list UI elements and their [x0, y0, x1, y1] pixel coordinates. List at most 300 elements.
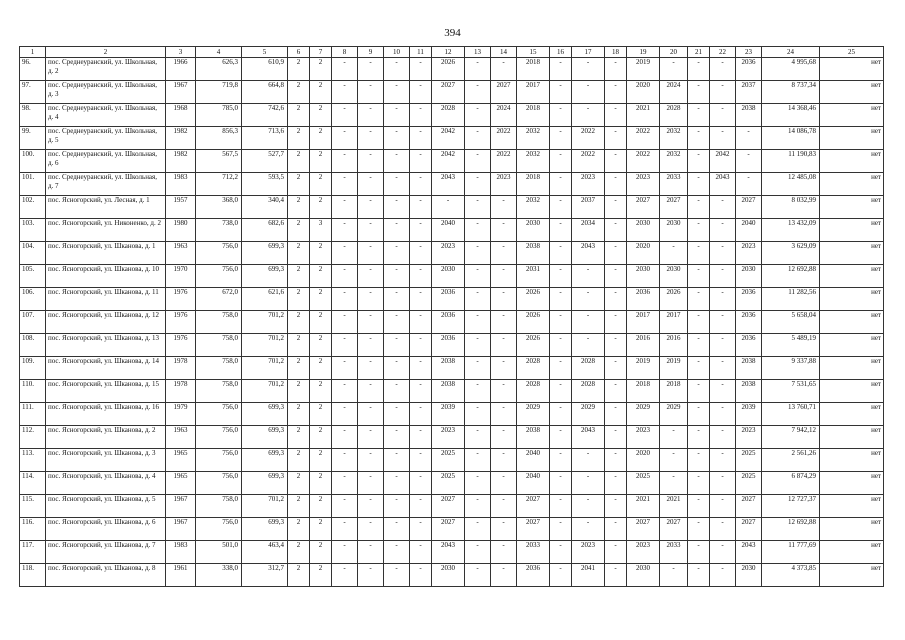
table-cell: - [572, 449, 605, 472]
table-cell: 2029 [517, 403, 550, 426]
table-cell: - [410, 357, 432, 380]
table-cell: - [491, 518, 517, 541]
table-cell: нет [820, 58, 884, 81]
table-cell: - [465, 518, 491, 541]
table-row [20, 403, 884, 426]
table-cell: 2 [288, 219, 310, 242]
table-cell: 2028 [572, 357, 605, 380]
table-cell: - [491, 564, 517, 587]
table-cell: - [710, 380, 736, 403]
table-cell: 2 [310, 58, 332, 81]
column-index-row [20, 47, 884, 58]
table-cell: - [384, 564, 410, 587]
table-cell: 1966 [166, 58, 196, 81]
table-row [20, 518, 884, 541]
table-cell: - [384, 518, 410, 541]
table-cell: - [660, 58, 688, 81]
table-cell: 2017 [660, 311, 688, 334]
table-cell: - [605, 426, 627, 449]
table-cell: - [710, 288, 736, 311]
column-index-cell: 24 [762, 47, 820, 58]
table-cell: 4 373,85 [762, 564, 820, 587]
table-cell: 2 [288, 288, 310, 311]
table-cell: 756,0 [196, 242, 242, 265]
table-cell: - [358, 311, 384, 334]
table-cell: 2036 [736, 311, 762, 334]
table-cell: - [465, 380, 491, 403]
table-cell: - [550, 495, 572, 518]
table-cell: - [465, 357, 491, 380]
row-number-cell: 101. [20, 173, 46, 196]
table-cell: - [660, 564, 688, 587]
table-cell: 2019 [660, 357, 688, 380]
table-cell: - [550, 127, 572, 150]
table-cell: - [688, 150, 710, 173]
table-cell: - [410, 564, 432, 587]
table-cell: 2038 [736, 104, 762, 127]
column-index-cell: 18 [605, 47, 627, 58]
column-index-cell: 12 [432, 47, 465, 58]
column-index-cell: 20 [660, 47, 688, 58]
table-cell: 2023 [432, 426, 465, 449]
table-cell: 2 [310, 311, 332, 334]
table-cell: - [491, 265, 517, 288]
table-cell: 1957 [166, 196, 196, 219]
address-cell: пос. Ясногорский, ул. Шканова, д. 12 [46, 311, 166, 334]
table-cell: нет [820, 81, 884, 104]
address-cell: пос. Ясногорский, ул. Шканова, д. 8 [46, 564, 166, 587]
table-cell: 1980 [166, 219, 196, 242]
table-cell: 13 432,09 [762, 219, 820, 242]
table-cell: - [710, 127, 736, 150]
table-cell: - [550, 311, 572, 334]
table-cell: 712,2 [196, 173, 242, 196]
table-row [20, 127, 884, 150]
table-cell: 11 190,83 [762, 150, 820, 173]
row-number-cell: 110. [20, 380, 46, 403]
table-cell: 1983 [166, 173, 196, 196]
table-cell: - [432, 196, 465, 219]
table-cell: 2025 [627, 472, 660, 495]
table-cell: 2043 [572, 426, 605, 449]
table-cell: 2030 [736, 564, 762, 587]
table-cell: - [384, 311, 410, 334]
table-cell: 2023 [491, 173, 517, 196]
table-cell: - [465, 334, 491, 357]
table-cell: - [688, 564, 710, 587]
table-cell: - [465, 104, 491, 127]
table-cell: нет [820, 150, 884, 173]
table-cell: 312,7 [242, 564, 288, 587]
table-cell: 2017 [627, 311, 660, 334]
table-cell: - [384, 173, 410, 196]
table-cell: нет [820, 265, 884, 288]
table-cell: - [465, 173, 491, 196]
table-cell: 2042 [432, 127, 465, 150]
table-cell: - [550, 564, 572, 587]
table-cell: - [358, 58, 384, 81]
table-cell: 2030 [627, 219, 660, 242]
table-cell: - [332, 380, 358, 403]
table-cell: 756,0 [196, 265, 242, 288]
table-cell: - [491, 472, 517, 495]
table-row [20, 357, 884, 380]
table-cell: - [572, 288, 605, 311]
table-cell: 2036 [627, 288, 660, 311]
table-cell: - [384, 58, 410, 81]
table-cell: - [491, 242, 517, 265]
column-index-cell: 3 [166, 47, 196, 58]
table-cell: 758,0 [196, 495, 242, 518]
row-number-cell: 117. [20, 541, 46, 564]
table-cell: - [410, 472, 432, 495]
table-cell: 2036 [736, 58, 762, 81]
row-number-cell: 99. [20, 127, 46, 150]
table-cell: 2023 [627, 173, 660, 196]
table-cell: 2027 [660, 196, 688, 219]
table-cell: - [605, 81, 627, 104]
table-cell: 2 [310, 242, 332, 265]
address-cell: пос. Среднеуранский, ул. Школьная, д. 6 [46, 150, 166, 173]
table-cell: - [605, 541, 627, 564]
table-row [20, 219, 884, 242]
table-cell: 2032 [660, 127, 688, 150]
table-row [20, 173, 884, 196]
table-cell: - [358, 472, 384, 495]
table-cell: 12 727,37 [762, 495, 820, 518]
table-cell: 1963 [166, 242, 196, 265]
table-cell: 699,3 [242, 472, 288, 495]
table-cell: - [710, 265, 736, 288]
table-cell: - [332, 219, 358, 242]
table-cell: 2036 [517, 564, 550, 587]
table-cell: - [384, 357, 410, 380]
table-row [20, 104, 884, 127]
table-cell: 338,0 [196, 564, 242, 587]
address-cell: пос. Ясногорский, ул. Шканова, д. 11 [46, 288, 166, 311]
table-cell: - [384, 495, 410, 518]
row-number-cell: 116. [20, 518, 46, 541]
table-cell: 2 [310, 265, 332, 288]
table-cell: - [688, 334, 710, 357]
column-index-cell: 5 [242, 47, 288, 58]
table-cell: - [688, 518, 710, 541]
table-cell: 3 [310, 219, 332, 242]
table-cell: 2020 [627, 81, 660, 104]
table-cell: - [465, 150, 491, 173]
table-cell: - [550, 449, 572, 472]
table-cell: 1967 [166, 495, 196, 518]
address-cell: пос. Среднеуранский, ул. Школьная, д. 4 [46, 104, 166, 127]
table-cell: - [688, 242, 710, 265]
column-index-cell: 16 [550, 47, 572, 58]
table-cell: - [358, 173, 384, 196]
table-cell: 2 [310, 81, 332, 104]
table-cell: - [550, 173, 572, 196]
table-row [20, 380, 884, 403]
table-cell: 2022 [491, 127, 517, 150]
row-number-cell: 111. [20, 403, 46, 426]
table-cell: 2016 [627, 334, 660, 357]
table-cell: 2 [288, 81, 310, 104]
table-cell: - [572, 104, 605, 127]
table-cell: 2030 [660, 219, 688, 242]
table-cell: 2030 [736, 265, 762, 288]
table-cell: - [465, 495, 491, 518]
table-cell: 2022 [627, 127, 660, 150]
row-number-cell: 103. [20, 219, 46, 242]
table-cell: - [605, 380, 627, 403]
table-cell: - [465, 311, 491, 334]
table-cell: - [332, 288, 358, 311]
table-cell: - [358, 403, 384, 426]
row-number-cell: 107. [20, 311, 46, 334]
table-cell: 4 995,68 [762, 58, 820, 81]
column-index-cell: 15 [517, 47, 550, 58]
table-cell: 2 [288, 518, 310, 541]
table-row [20, 265, 884, 288]
table-cell: - [688, 104, 710, 127]
table-cell: 2030 [660, 265, 688, 288]
table-cell: 2029 [572, 403, 605, 426]
table-cell: - [384, 426, 410, 449]
table-cell: - [572, 495, 605, 518]
table-cell: 621,6 [242, 288, 288, 311]
table-row [20, 334, 884, 357]
row-number-cell: 98. [20, 104, 46, 127]
table-cell: - [465, 196, 491, 219]
table-cell: 2025 [432, 472, 465, 495]
table-cell: - [688, 81, 710, 104]
row-number-cell: 113. [20, 449, 46, 472]
register-table [19, 46, 884, 587]
table-cell: - [384, 265, 410, 288]
table-cell: - [358, 334, 384, 357]
table-cell: - [605, 403, 627, 426]
table-cell: 610,9 [242, 58, 288, 81]
table-cell: 11 282,56 [762, 288, 820, 311]
table-cell: - [710, 196, 736, 219]
table-cell: - [660, 472, 688, 495]
table-cell: 738,0 [196, 219, 242, 242]
table-cell: 2038 [736, 357, 762, 380]
address-cell: пос. Среднеуранский, ул. Школьная, д. 5 [46, 127, 166, 150]
table-cell: 2 [310, 403, 332, 426]
table-cell: 701,2 [242, 311, 288, 334]
table-cell: - [410, 265, 432, 288]
table-cell: - [710, 81, 736, 104]
row-number-cell: 105. [20, 265, 46, 288]
table-cell: - [688, 173, 710, 196]
table-cell: нет [820, 288, 884, 311]
table-cell: - [572, 58, 605, 81]
table-cell: - [710, 334, 736, 357]
table-cell: 2 [288, 173, 310, 196]
column-index-cell: 22 [710, 47, 736, 58]
table-cell: - [491, 196, 517, 219]
row-number-cell: 109. [20, 357, 46, 380]
table-cell: - [465, 288, 491, 311]
table-cell: 2 [288, 403, 310, 426]
table-cell: 2027 [517, 495, 550, 518]
table-cell: - [710, 541, 736, 564]
row-number-cell: 108. [20, 334, 46, 357]
table-cell: 2029 [660, 403, 688, 426]
table-cell: - [605, 311, 627, 334]
table-cell: - [688, 311, 710, 334]
table-cell: 2 [310, 495, 332, 518]
table-cell: - [332, 127, 358, 150]
address-cell: пос. Ясногорский, ул. Шканова, д. 13 [46, 334, 166, 357]
table-cell: 2037 [736, 81, 762, 104]
table-cell: - [358, 380, 384, 403]
address-cell: пос. Ясногорский, ул. Шканова, д. 5 [46, 495, 166, 518]
table-cell: - [605, 58, 627, 81]
table-cell: 2038 [736, 380, 762, 403]
table-cell: 2042 [432, 150, 465, 173]
table-cell: - [688, 449, 710, 472]
table-cell: 699,3 [242, 449, 288, 472]
table-cell: нет [820, 104, 884, 127]
table-cell: 2043 [736, 541, 762, 564]
table-cell: - [572, 518, 605, 541]
table-cell: - [605, 242, 627, 265]
table-cell: - [410, 311, 432, 334]
address-cell: пос. Ясногорский, ул. Шканова, д. 16 [46, 403, 166, 426]
table-cell: - [605, 150, 627, 173]
table-cell: 2030 [432, 564, 465, 587]
row-number-cell: 102. [20, 196, 46, 219]
table-cell: - [410, 242, 432, 265]
table-cell: 2 [310, 334, 332, 357]
table-cell: 1967 [166, 518, 196, 541]
table-cell: нет [820, 196, 884, 219]
table-cell: - [384, 150, 410, 173]
table-cell: - [736, 127, 762, 150]
table-cell: 701,2 [242, 334, 288, 357]
table-cell: 2 [310, 449, 332, 472]
table-cell: - [688, 58, 710, 81]
table-cell: - [550, 472, 572, 495]
table-cell: 2 [288, 334, 310, 357]
table-cell: 699,3 [242, 518, 288, 541]
table-cell: - [710, 426, 736, 449]
column-index-cell: 17 [572, 47, 605, 58]
table-cell: 2018 [627, 380, 660, 403]
table-cell: 1965 [166, 472, 196, 495]
table-cell: - [605, 495, 627, 518]
table-cell: 2043 [432, 541, 465, 564]
table-cell: - [358, 127, 384, 150]
table-cell: 2027 [627, 518, 660, 541]
table-cell: - [465, 58, 491, 81]
row-number-cell: 106. [20, 288, 46, 311]
table-cell: - [384, 127, 410, 150]
table-cell: - [710, 472, 736, 495]
table-cell: - [736, 173, 762, 196]
table-cell: 2023 [736, 426, 762, 449]
table-cell: 2043 [710, 173, 736, 196]
table-cell: - [410, 380, 432, 403]
table-cell: 2030 [517, 219, 550, 242]
table-cell: - [332, 426, 358, 449]
table-cell: 2 [310, 173, 332, 196]
table-cell: 2027 [517, 518, 550, 541]
table-cell: 1978 [166, 357, 196, 380]
table-cell: 664,8 [242, 81, 288, 104]
column-index-cell: 8 [332, 47, 358, 58]
table-cell: 2 [288, 242, 310, 265]
table-cell: - [660, 449, 688, 472]
table-cell: - [605, 334, 627, 357]
table-cell: 2026 [660, 288, 688, 311]
table-cell: - [550, 219, 572, 242]
column-index-cell: 14 [491, 47, 517, 58]
table-cell: - [384, 81, 410, 104]
table-cell: - [572, 334, 605, 357]
row-number-cell: 100. [20, 150, 46, 173]
table-cell: 2018 [517, 58, 550, 81]
table-cell: 1970 [166, 265, 196, 288]
table-cell: - [550, 288, 572, 311]
table-cell: 2033 [517, 541, 550, 564]
table-cell: 14 368,46 [762, 104, 820, 127]
table-cell: 2037 [572, 196, 605, 219]
address-cell: пос. Ясногорский, ул. Шканова, д. 2 [46, 426, 166, 449]
table-cell: 719,8 [196, 81, 242, 104]
table-cell: нет [820, 495, 884, 518]
table-cell: 2040 [517, 449, 550, 472]
table-cell: - [605, 173, 627, 196]
table-cell: - [465, 541, 491, 564]
table-cell: 2030 [627, 265, 660, 288]
table-cell: - [332, 150, 358, 173]
table-cell: 758,0 [196, 334, 242, 357]
table-cell: 2042 [710, 150, 736, 173]
table-cell: - [410, 150, 432, 173]
table-cell: 2032 [517, 196, 550, 219]
table-cell: 13 760,71 [762, 403, 820, 426]
table-cell: 1961 [166, 564, 196, 587]
row-number-cell: 104. [20, 242, 46, 265]
table-cell: - [572, 311, 605, 334]
table-cell: 12 692,88 [762, 265, 820, 288]
table-cell: 2032 [660, 150, 688, 173]
table-cell: 593,5 [242, 173, 288, 196]
table-cell: - [710, 242, 736, 265]
table-cell: 758,0 [196, 380, 242, 403]
table-cell: - [710, 403, 736, 426]
table-cell: - [410, 426, 432, 449]
table-cell: - [358, 196, 384, 219]
table-cell: 701,2 [242, 357, 288, 380]
table-cell: - [465, 449, 491, 472]
table-cell: - [550, 265, 572, 288]
table-cell: 1976 [166, 334, 196, 357]
table-cell: нет [820, 541, 884, 564]
table-cell: - [465, 472, 491, 495]
column-index-cell: 19 [627, 47, 660, 58]
table-cell: 2025 [432, 449, 465, 472]
table-cell: - [358, 104, 384, 127]
table-cell: 1976 [166, 311, 196, 334]
table-row [20, 58, 884, 81]
table-cell: 2024 [660, 81, 688, 104]
table-cell: - [605, 472, 627, 495]
table-cell: 5 658,04 [762, 311, 820, 334]
table-cell: - [660, 426, 688, 449]
table-cell: 2041 [572, 564, 605, 587]
